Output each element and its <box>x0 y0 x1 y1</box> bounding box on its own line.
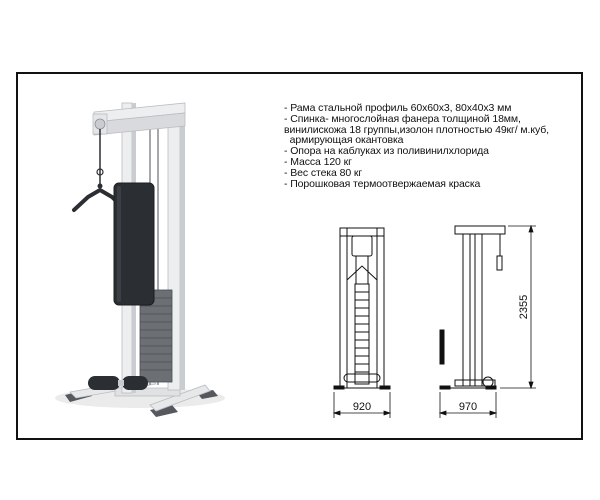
spec-feet: - Опора на каблуках из поливинилхлорида <box>284 145 489 158</box>
height-label: 2355 <box>518 294 530 320</box>
spec-mass: - Масса 120 кг <box>284 155 352 168</box>
spec-frame: - Рама стальной профиль 60х60х3, 80х40х3 мм <box>284 102 512 114</box>
spec-paint: - Порошковая термоотвержаемая краска <box>284 177 481 190</box>
spec-stack-weight: - Вес стека 80 кг <box>284 166 363 179</box>
front-view-drawing <box>334 228 390 389</box>
side-view-drawing <box>440 226 505 389</box>
front-width-label: 920 <box>352 401 372 413</box>
spec-backrest: - Спинка- многослойная фанера толщиной 18мм, винилискожа 18 группы,изолон плотностью 49кг/ м.куб, армирующая окантовка <box>284 112 549 147</box>
side-width-label: 970 <box>458 401 478 413</box>
